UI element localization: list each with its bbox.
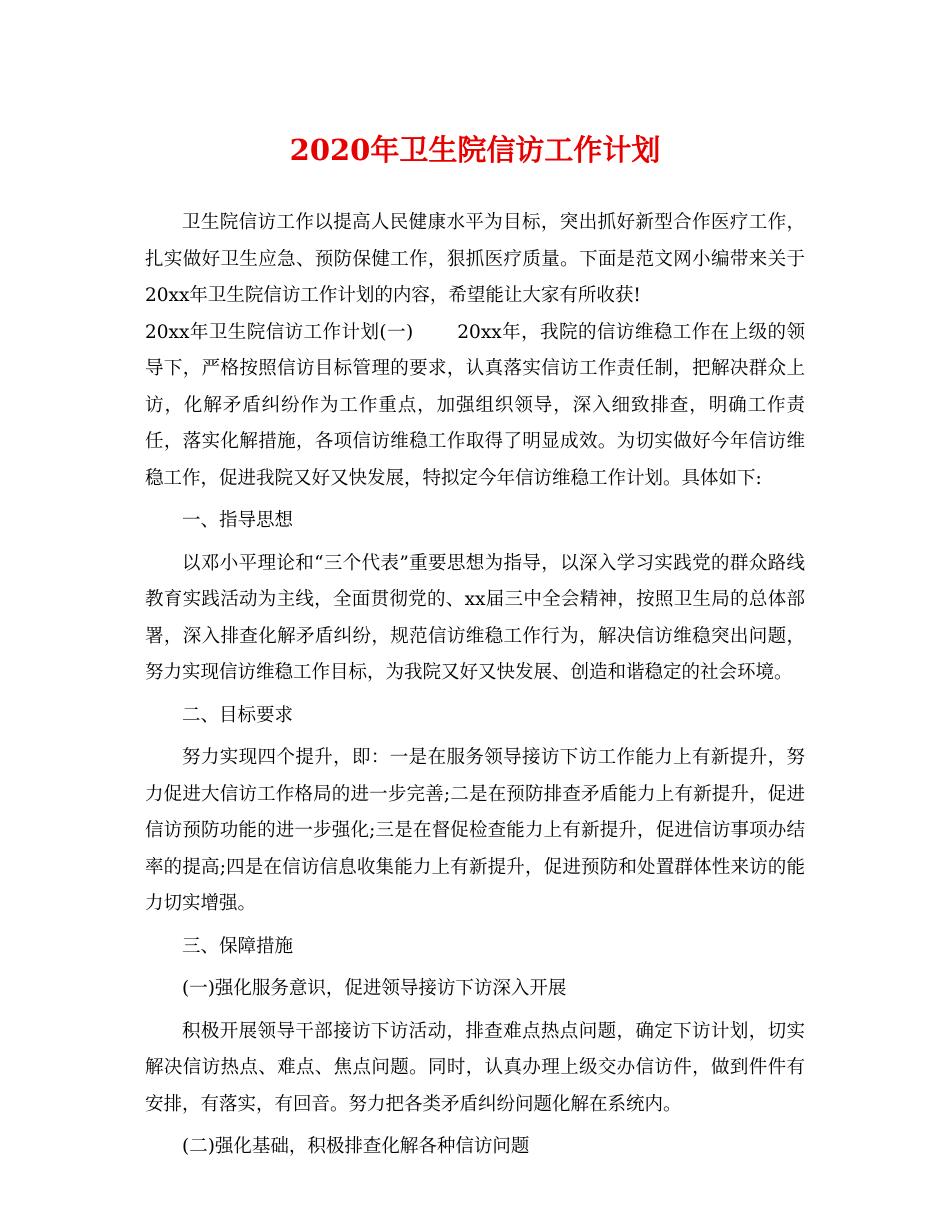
section2-heading: 二、目标要求 [182,704,294,726]
section1-body: 以邓小平理论和“三个代表”重要思想为指导，以深入学习实践党的群众路线教育实践活动为主线，全面贯彻党的、xx届三中全会精神，按照卫生局的总体部署，深入排查化解矛盾纠纷，规范信访维稳工作行为，解决信访维稳突出问题，努力实现信访维稳工作目标，为我院又好又快发展、创造和谐稳定的社会环境。 [145,552,805,683]
plan1-paragraph [145,315,805,498]
document-body [145,205,805,1166]
sub1-heading: (一)强化服务意识，促进领导接访下访深入开展 [182,978,567,999]
plan1-lead: 20xx年，我院的信访维稳工作在上级的领导下，严格按照信访目标管理的要求，认真落实信访工作责任制，把解决群众上访，化解矛盾纠纷作为工作重点，加强组织领导，深入细致排查，明确工作责任，落实化解措施，各项信访维稳工作取得了明显成效。为切实做好今年信访维稳工作，促进我院又好又快发展，特拟定今年信访维稳工作计划。具体如下: [145,321,805,489]
sub2-heading: (二)强化基础，积极排查化解各种信访问题 [182,1136,530,1157]
section3-heading: 三、保障措施 [182,935,294,957]
intro-paragraph: 卫生院信访工作以提高人民健康水平为目标，突出抓好新型合作医疗工作，扎实做好卫生应急、预防保健工作，狠抓医疗质量。下面是范文网小编带来关于20xx年卫生院信访工作计划的内容，希望能让大家有所收获! [145,212,805,306]
plan1-heading: 20xx年卫生院信访工作计划(一) [145,321,414,343]
sub1-body: 积极开展领导干部接访下访活动，排查难点热点问题，确定下访计划，切实解决信访热点、难点、焦点问题。同时，认真办理上级交办信访件，做到件件有安排，有落实，有回音。努力把各类矛盾纠纷问题化解在系统内。 [145,1020,805,1115]
document-title: 2020年卫生院信访工作计划 [289,133,661,167]
section2-body: 努力实现四个提升，即：一是在服务领导接访下访工作能力上有新提升，努力促进大信访工作格局的进一步完善;二是在预防排查矛盾能力上有新提升，促进信访预防功能的进一步强化;三是在督促检查能力上有新提升，促进信访事项办结率的提高;四是在信访信息收集能力上有新提升，促进预防和处置群体性来访的能力切实增强。 [145,747,805,914]
section1-heading: 一、指导思想 [182,510,294,531]
